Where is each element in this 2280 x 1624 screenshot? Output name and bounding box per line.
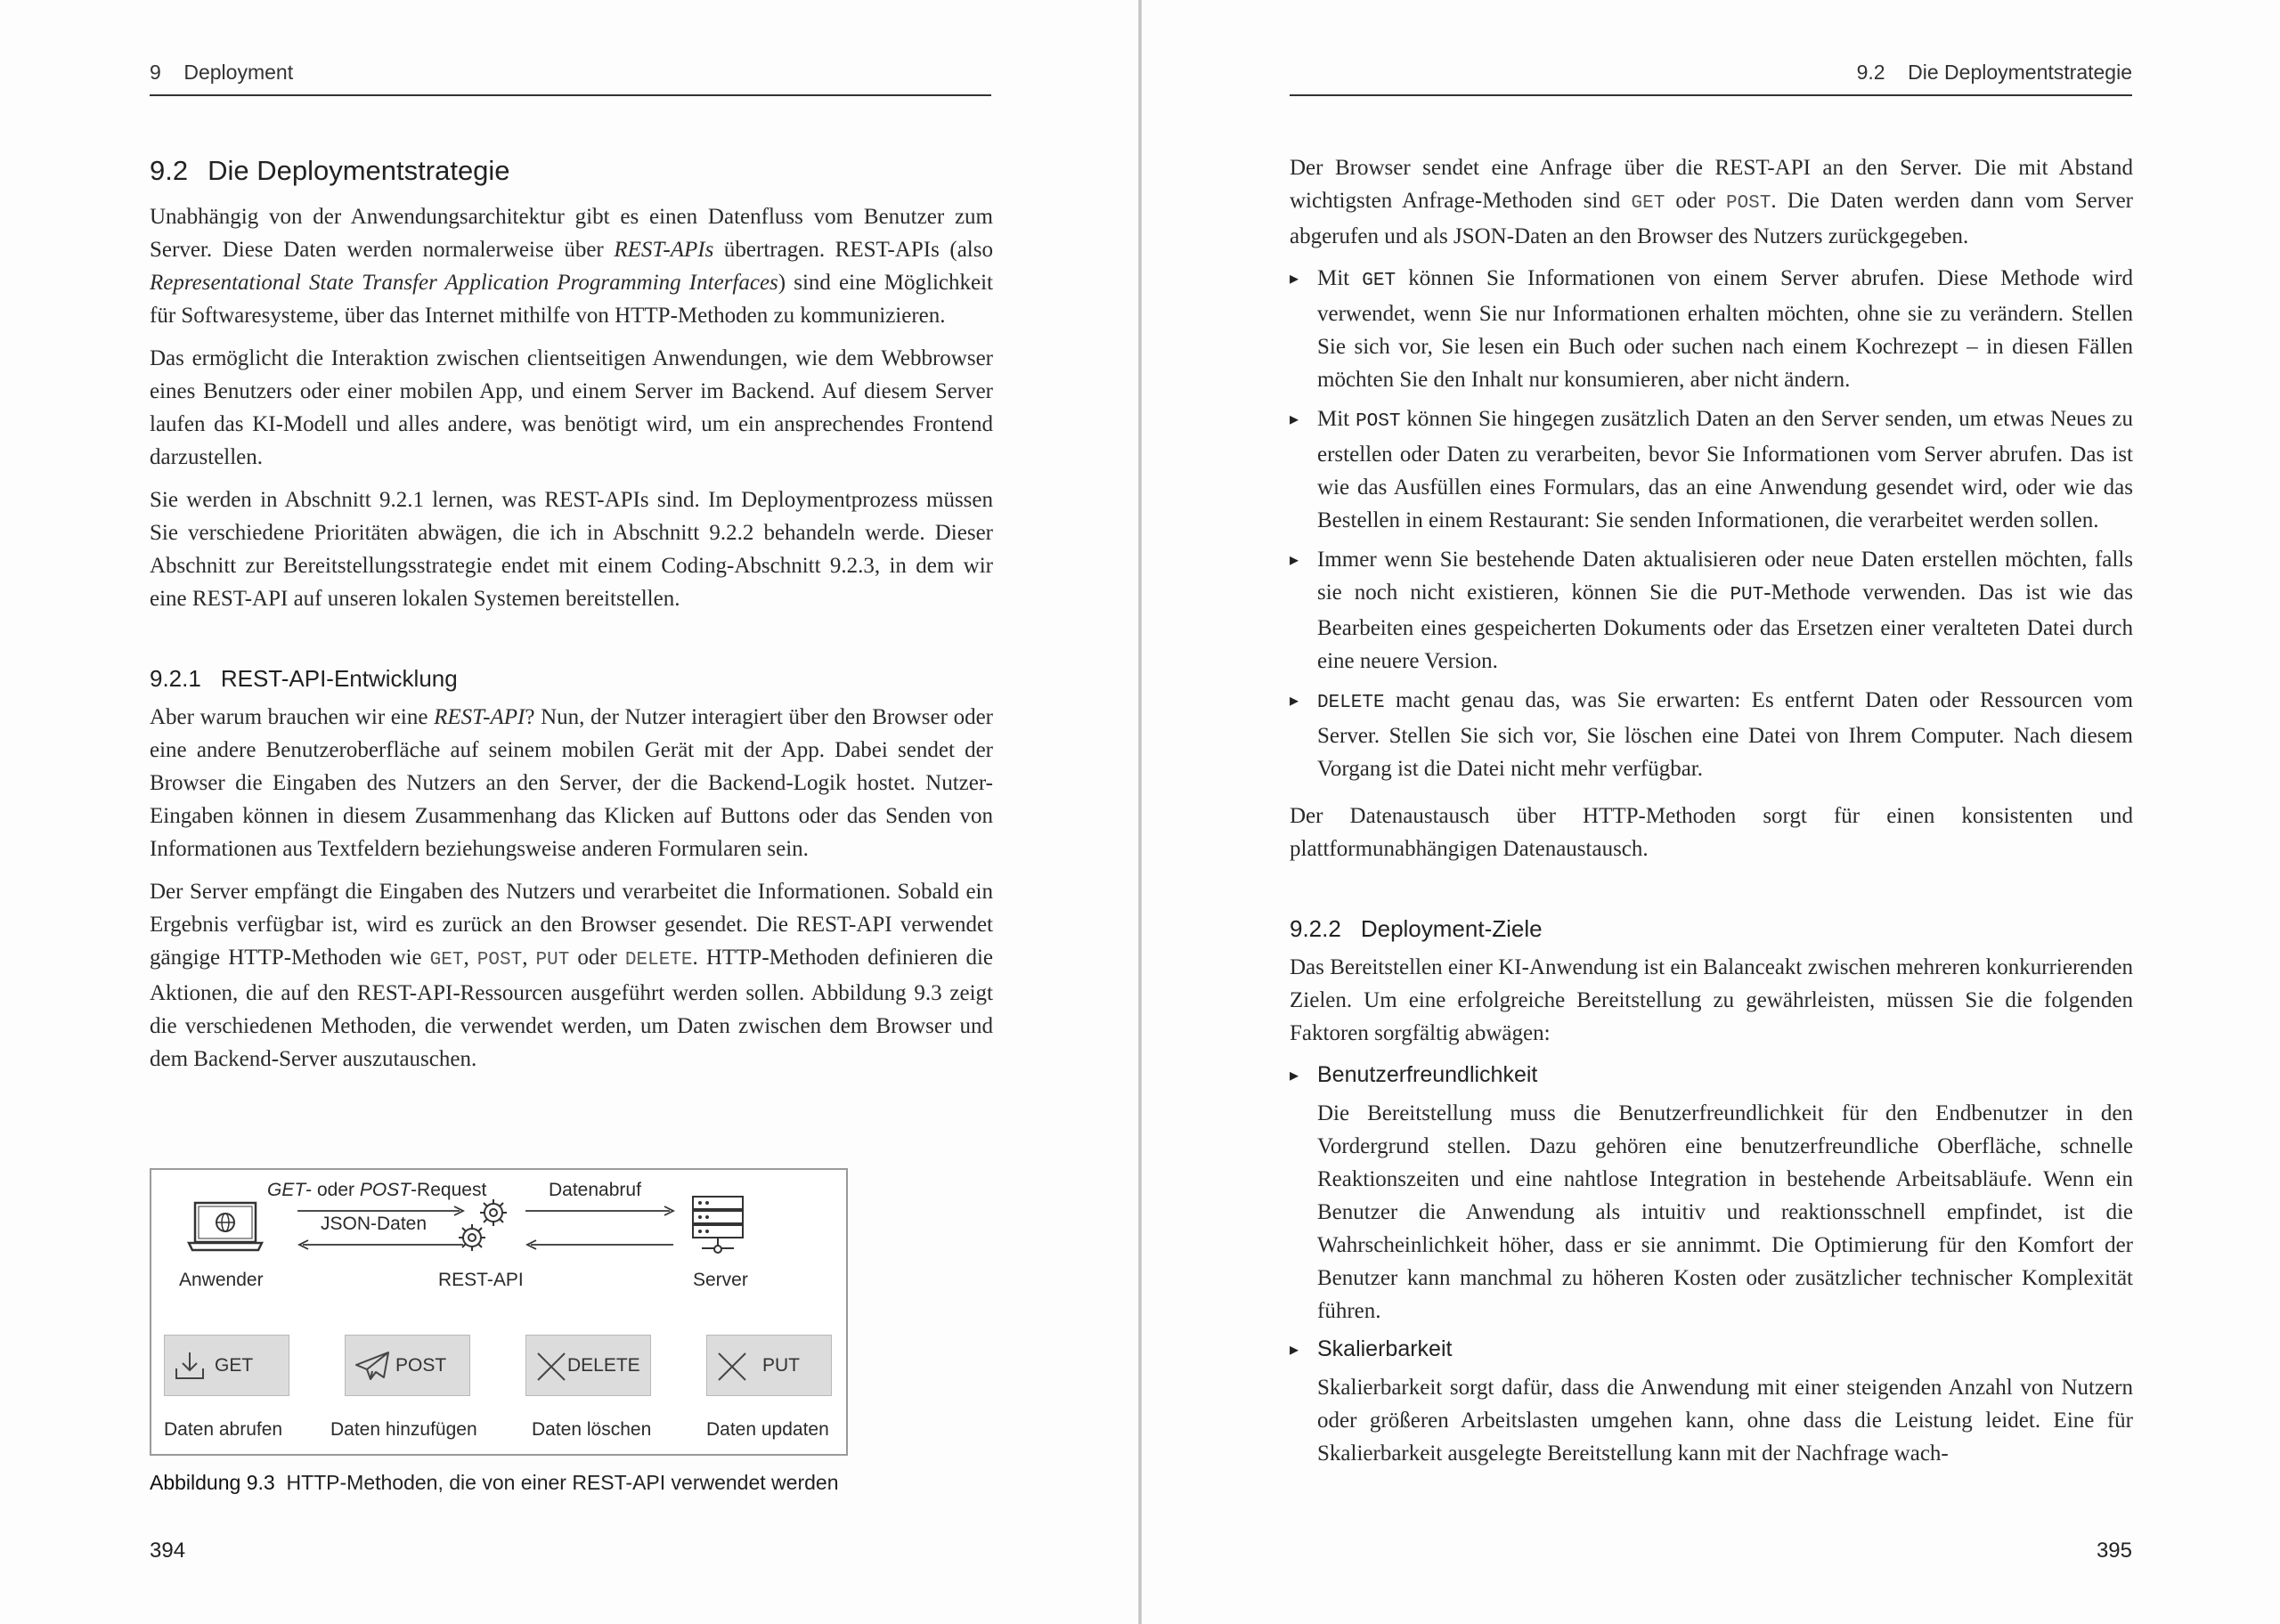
- text-run: . Die Daten werden dann vom Server abgerufen und als JSON-Daten an den Browser des Nutzers zurückgegeben.: [1290, 189, 2133, 248]
- paragraph: Der Datenaustausch über HTTP-Methoden sorgt für einen konsistenten und plattformunabhängigen Datenaustausch.: [1290, 804, 2133, 861]
- text-run: ? Nun, der Nutzer interagiert über den Browser oder eine andere Benutzeroberfläche auf seinem mobilen Gerät mit der App. Dabei sendet der Browser die Eingaben des Nutzers an den Server, der die Backend-Logik hostet. Nutzer-Eingaben können in diesem Zusammenhang das Klicken auf Buttons oder das Senden von Informationen aus Textfeldern beziehungsweise anderen Formularen sein.: [150, 705, 993, 861]
- text-run: Aber warum brauchen wir eine: [150, 705, 435, 729]
- put-button-label: PUT: [762, 1355, 800, 1376]
- section-heading: [150, 151, 993, 191]
- text-run: Mit: [1317, 266, 1363, 290]
- paragraph: [1290, 151, 2133, 253]
- subsection-title: Deployment-Ziele: [1360, 915, 1543, 942]
- text-run: ,: [463, 946, 477, 970]
- paragraph: Sie werden in Abschnitt 9.2.1 lernen, was REST-APIs sind. Im Deploymentprozess müssen Sie verschiedene Prioritäten abwägen, die ich in Abschnitt 9.2.2 behandeln werde. Dieser Abschnitt zur Bereitstellungsstrategie endet mit einem Coding-Abschnitt 9.2.3, in dem wir eine REST-API auf unseren lokalen Systemen bereitstellen.: [150, 488, 993, 611]
- text-run: oder: [569, 946, 625, 970]
- paper-plane-icon: [354, 1351, 390, 1381]
- code-put: PUT: [535, 950, 570, 970]
- caption-label: Abbildung 9.3: [150, 1471, 275, 1494]
- code-put: PUT: [1730, 585, 1764, 605]
- running-header-left: [150, 61, 293, 85]
- code-post: POST: [476, 950, 523, 970]
- delete-button-label: DELETE: [567, 1355, 640, 1376]
- left-page: [0, 0, 1138, 1624]
- list-item: [1290, 543, 2133, 678]
- list-item: [1290, 1333, 2133, 1470]
- header-rule: [150, 94, 991, 96]
- code-get: GET: [1631, 193, 1665, 214]
- code-delete: DELETE: [1317, 693, 1385, 713]
- text-run: Der Server empfängt die Eingaben des Nutzers und verarbeitet die Informationen. Sobald ein Ergebnis verfügbar ist, wird es zurück an den Browser gesendet. Die REST-API verwendet gängige HTTP-Methoden wie: [150, 880, 993, 970]
- subsection-title: REST-API-Entwicklung: [220, 665, 458, 692]
- http-method-list: [1290, 262, 2133, 785]
- cross-icon: [535, 1351, 567, 1383]
- page-number-left: 394: [150, 1539, 186, 1563]
- text-run: oder: [1665, 189, 1726, 213]
- paragraph: Das Bereitstellen einer KI-Anwendung ist ein Balanceakt zwischen mehreren konkurrierenden Zielen. Um eine erfolgreiche Bereitstellung zu gewährleisten, müssen Sie die folgenden Faktoren sorgfältig abwägen:: [1290, 955, 2133, 1045]
- section-title: Die Deploymentstrategie: [1908, 61, 2132, 84]
- list-item: [1290, 684, 2133, 785]
- request-end: -Request: [411, 1180, 487, 1200]
- datenabruf-label: Datenabruf: [549, 1180, 641, 1200]
- caption-text: HTTP-Methoden, die von einer REST-API verwendet werden: [286, 1471, 839, 1494]
- get-caption: Daten abrufen: [164, 1419, 283, 1440]
- text-run: können Sie hingegen zusätzlich Daten an den Server senden, um etwas Neues zu erstellen oder Daten zu verarbeiten, bevor Sie Informationen vom Server abrufen. Das ist wie das Ausfüllen eines Formulars, das an eine Anwendung gesendet wird, oder wie das Bestellen in einem Restaurant: Sie senden Informationen, die verarbeitet werden sollen.: [1317, 407, 2134, 532]
- header-rule: [1290, 94, 2132, 96]
- text-run: Unabhängig von der Anwendungsarchitektur gibt es einen Datenfluss vom Benutzer zum Server. Diese Daten werden normalerweise über: [150, 205, 993, 262]
- subsection-heading: [1290, 912, 2133, 946]
- code-get: GET: [1362, 271, 1396, 291]
- delete-button[interactable]: [525, 1335, 651, 1396]
- section-number: 9.2: [1856, 61, 1885, 84]
- code-get: GET: [429, 950, 464, 970]
- gears-icon: [454, 1193, 513, 1257]
- put-caption: Daten updaten: [706, 1419, 829, 1440]
- subsection-number: 9.2.1: [150, 665, 201, 692]
- code-post: POST: [1356, 411, 1401, 432]
- json-label: JSON-Daten: [321, 1214, 428, 1234]
- text-run: können Sie Informationen von einem Server abrufen. Diese Methode wird verwendet, wenn Sie nur Informationen erhalten möchten, ohne sie zu verändern. Stellen Sie sich vor, Sie lesen ein Buch oder suchen nach einem Kochrezept – in diesen Fällen möchten Sie den Inhalt nur konsumieren, aber nicht ändern.: [1317, 266, 2133, 392]
- request-mid: - oder: [305, 1180, 360, 1200]
- emphasis: REST-API: [434, 705, 525, 729]
- arrow-right-icon: [525, 1206, 677, 1216]
- paragraph: [150, 875, 993, 1076]
- text-run: Der Browser sendet eine Anfrage über die REST-API an den Server. Die mit Abstand wichtigsten Anfrage-Methoden sind: [1290, 156, 2133, 213]
- text-run: -Methode verwenden. Das ist wie das Bearbeiten eines gespeicherten Dokuments oder das Ersetzen einer veralteten Datei durch eine neuere Version.: [1317, 581, 2133, 673]
- left-column: [150, 151, 993, 1076]
- figure-http-methods: [150, 1168, 848, 1456]
- emphasis: Representational State Transfer Application Programming Interfaces: [150, 271, 778, 295]
- code-post: POST: [1725, 193, 1771, 214]
- anwender-label: Anwender: [179, 1270, 264, 1290]
- list-item: [1290, 402, 2133, 537]
- server-icon: [689, 1195, 746, 1255]
- right-column: [1290, 151, 2133, 1470]
- text-run: Mit: [1317, 407, 1356, 431]
- paragraph: [150, 200, 993, 332]
- text-run: . HTTP-Methoden definieren die Aktionen, die auf den REST-API-Ressourcen ausgeführt werden sollen. Abbildung 9.3 zeigt die verschiedenen Methoden, die verwendet werden, um Daten zwischen dem Browser und dem Backend-Server auszutauschen.: [150, 946, 994, 1071]
- right-page: [1142, 0, 2280, 1624]
- text-run: übertragen. REST-APIs (also: [713, 238, 993, 262]
- goals-list: [1290, 1059, 2133, 1470]
- paragraph: Das ermöglicht die Interaktion zwischen clientseitigen Anwendungen, wie dem Webbrowser eines Benutzers oder einer mobilen App, und einem Server im Backend. Auf diesem Server laufen das KI-Modell und alles andere, was benötigt wird, um ein ansprechendes Frontend darzustellen.: [150, 346, 993, 469]
- list-item: [1290, 1059, 2133, 1328]
- delete-caption: Daten löschen: [532, 1419, 652, 1440]
- subsection-number: 9.2.2: [1290, 915, 1341, 942]
- arrow-left-icon: [297, 1239, 467, 1250]
- goal-title: Skalierbarkeit: [1317, 1336, 1453, 1361]
- post-caption: Daten hinzufügen: [330, 1419, 477, 1440]
- text-run: Immer wenn Sie bestehende Daten aktualisieren oder neue Daten erstellen möchten, falls sie noch nicht existieren, können Sie die: [1317, 548, 2133, 605]
- subsection-heading: [150, 662, 993, 695]
- request-get: GET: [267, 1180, 306, 1200]
- figure-caption: [150, 1471, 838, 1495]
- download-icon: [174, 1351, 206, 1381]
- running-header-right: [1857, 61, 2132, 85]
- goal-text: Skalierbarkeit sorgt dafür, dass die Anwendung mit einer steigenden Anzahl von Nutzern oder größeren Arbeitslasten umgehen kann, ohne dass die Leistung leidet. Eine für Skalierbarkeit ausgelegte Bereitstellung kann mit der Nachfrage wach-: [1317, 1376, 2133, 1466]
- get-button-label: GET: [215, 1355, 254, 1376]
- emphasis: REST-APIs: [614, 238, 714, 262]
- chapter-number: 9: [150, 61, 161, 84]
- list-item: [1290, 262, 2133, 396]
- put-button[interactable]: [706, 1335, 832, 1396]
- server-label: Server: [693, 1270, 748, 1290]
- text-run: macht genau das, was Sie erwarten: Es entfernt Daten oder Ressourcen vom Server. Stellen Sie sich vor, Sie löschen eine Datei von Ihrem Computer. Nach diesem Vorgang ist die Datei nicht mehr verfügbar.: [1317, 688, 2133, 781]
- chapter-title: Deployment: [183, 61, 294, 84]
- cross-icon: [716, 1351, 748, 1383]
- post-button[interactable]: [345, 1335, 470, 1396]
- request-post: POST: [359, 1180, 411, 1200]
- section-title: Die Deploymentstrategie: [208, 155, 510, 186]
- goal-title: Benutzerfreundlichkeit: [1317, 1062, 1538, 1087]
- text-run: ,: [522, 946, 536, 970]
- goal-text: Die Bereitstellung muss die Benutzerfreundlichkeit für den Endbenutzer in den Vordergrund stellen. Dazu gehören eine benutzerfreundliche Oberfläche, schnelle Reaktionszeiten und eine nahtlose Integration in bestehende Arbeitsabläufe. Wenn ein Benutzer die Anwendung als intuitiv und reaktionsschnell empfindet, ist die Wahrscheinlichkeit höher, dass er sie annimmt. Die Optimierung für den Komfort der Benutzer kann manchmal zu höheren Kosten oder zusätzlicher technischer Komplexität führen.: [1317, 1101, 2133, 1323]
- page-number-right: 395: [2096, 1539, 2132, 1563]
- section-number: 9.2: [150, 155, 189, 186]
- text-run: ) sind eine Möglichkeit für Softwaresysteme, über das Internet mithilfe von HTTP-Methoden zu kommunizieren.: [150, 271, 994, 328]
- post-button-label: POST: [395, 1355, 447, 1376]
- paragraph: [150, 701, 993, 865]
- code-delete: DELETE: [624, 950, 693, 970]
- rest-api-label: REST-API: [438, 1270, 524, 1290]
- arrow-left-icon: [525, 1239, 677, 1250]
- get-button[interactable]: [164, 1335, 289, 1396]
- laptop-icon: [187, 1201, 264, 1255]
